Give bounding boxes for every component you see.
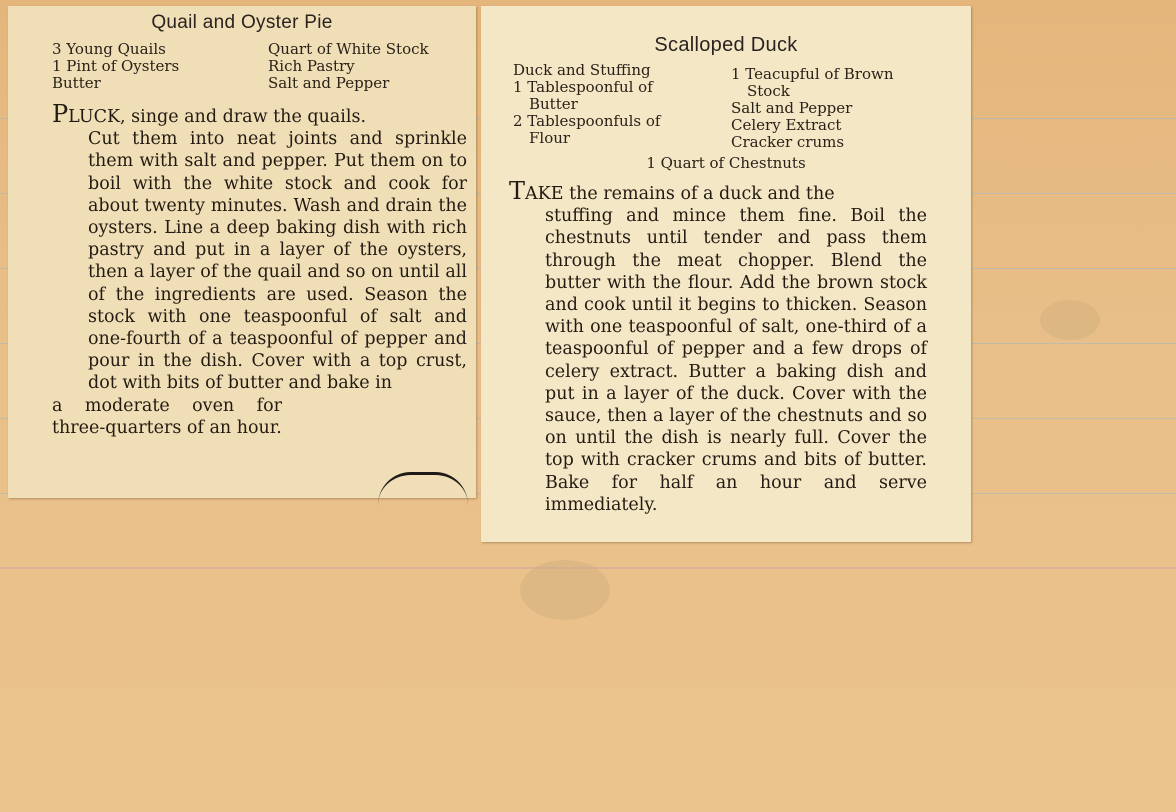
ingredients-column-2	[268, 41, 429, 92]
ingredient: Butter	[529, 95, 578, 113]
quail-oyster-pie-clipping	[8, 6, 476, 498]
drop-cap: P	[52, 100, 69, 128]
drop-cap: T	[509, 177, 526, 205]
ingredients-column-1	[52, 41, 179, 92]
ingredient: 1 Pint of Oysters	[52, 57, 180, 75]
ingredient: Quart of White Stock	[268, 40, 429, 58]
paper-stain	[520, 560, 610, 620]
instructions-text: Cut them into neat joints and sprinkle them with salt and pepper. Put them on to boil with the white stock and cook for about twenty minutes. Wash and drain the oysters. Line a deep baking dish with rich pastry and put in a layer of the oysters, then a layer of the quail and so on until all of the ingredients are used. Season the stock with one teaspoonful of salt and one-fourth of a teaspoonful of pepper and pour in the dish. Cover with a top crust, dot with bits of butter and bake in	[88, 129, 467, 394]
ingredient: 3 Young Quails	[52, 40, 166, 58]
ingredient: Rich Pastry	[268, 57, 355, 75]
pen-mark	[378, 472, 468, 505]
ingredient: 2 Tablespoonfuls of	[513, 112, 661, 130]
scalloped-duck-clipping	[481, 6, 971, 542]
instructions-first-line: LUCK, singe and draw the quails.	[68, 107, 367, 127]
recipe-title: Quail and Oyster Pie	[151, 12, 333, 33]
ingredient: Cracker crums	[731, 133, 845, 151]
ingredient: Salt and Pepper	[268, 74, 390, 92]
recipe-instructions	[509, 177, 927, 516]
ingredient: Celery Extract	[731, 116, 842, 134]
ingredients-column-2	[731, 66, 894, 151]
instructions-text: stuffing and mince them fine. Boil the chestnuts until tender and pass them through the meat chopper. Blend the butter with the flour. Add the brown stock and cook until it begins to thicken. Season with one teaspoonful of salt, one-third of a teaspoonful of pepper and a few drops of celery extract. Butter a baking dish and put in a layer of the duck. Cover with the sauce, then a layer of the chestnuts and so on until the dish is nearly full. Cover the top with cracker crums and bits of butter. Bake for half an hour and serve immediately.	[545, 206, 927, 515]
ingredient-centered: 1 Quart of Chestnuts	[646, 154, 806, 172]
recipe-title: Scalloped Duck	[654, 34, 798, 56]
ingredient: Flour	[529, 129, 571, 147]
ingredient: Butter	[52, 74, 101, 92]
ingredient: Salt and Pepper	[731, 99, 853, 117]
instructions-tail: a moderate oven for three-quarters of an hour.	[52, 395, 282, 438]
paper-stain	[1040, 300, 1100, 340]
ingredient: 1 Tablespoonful of	[513, 78, 653, 96]
ingredient: Duck and Stuffing	[513, 61, 651, 79]
instructions-first-line: AKE the remains of a duck and the	[525, 184, 835, 204]
ingredients-column-1	[513, 62, 660, 147]
recipe-instructions	[52, 100, 467, 439]
ingredient: 1 Teacupful of Brown	[731, 65, 894, 83]
ingredient: Stock	[747, 82, 790, 100]
